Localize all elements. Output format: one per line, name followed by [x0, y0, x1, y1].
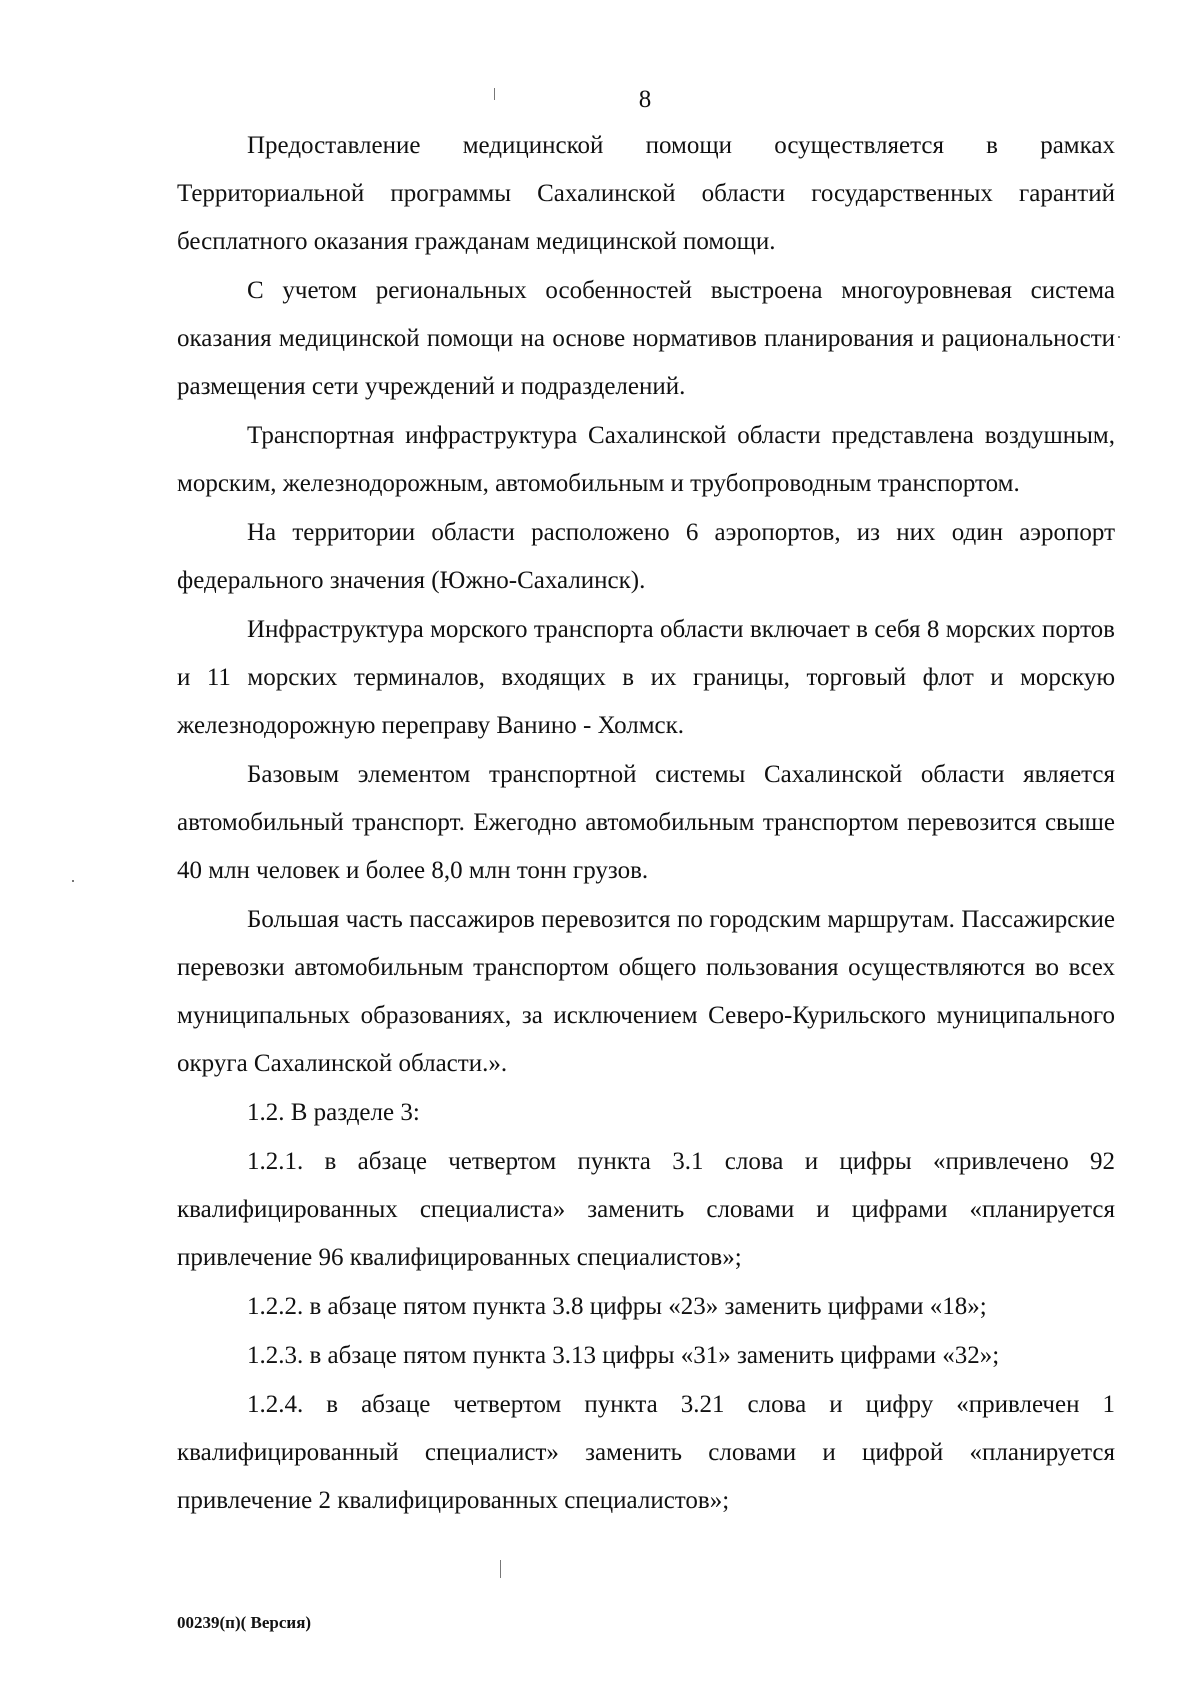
scan-speck: [72, 880, 74, 882]
document-body: [177, 122, 1115, 1526]
scan-speck: [494, 88, 495, 100]
page-number: 8: [638, 86, 652, 113]
scan-speck: [1118, 336, 1120, 338]
paragraph-transport-infrastructure: Транспортная инфраструктура Сахалинской области представлена воздушным, морским, железнодорожным, автомобильным и трубопроводным транспортом.: [177, 422, 1115, 497]
paragraph-airports: На территории области расположено 6 аэропортов, из них один аэропорт федерального значения (Южно-Сахалинск).: [177, 519, 1115, 594]
paragraph-sea-transport: Инфраструктура морского транспорта области включает в себя 8 морских портов и 11 морских терминалов, входящих в их границы, торговый флот и морскую железнодорожную переправу Ванино - Холмск.: [177, 616, 1115, 739]
paragraph-passengers: Большая часть пассажиров перевозится по городским маршрутам. Пассажирские перевозки автомобильным транспортом общего пользования осуществляются во всех муниципальных образованиях, за исключением Северо-Курильского муниципального округа Сахалинской области.».: [177, 906, 1115, 1077]
paragraph-road-transport: Базовым элементом транспортной системы Сахалинской области является автомобильный транспорт. Ежегодно автомобильным транспортом перевозится свыше 40 млн человек и более 8,0 млн тонн грузов.: [177, 761, 1115, 884]
paragraph-item-1-2-4: 1.2.4. в абзаце четвертом пункта 3.21 слова и цифру «привлечен 1 квалифицированный специалист» заменить словами и цифрой «планируется привлечение 2 квалифицированных специалистов»;: [177, 1391, 1115, 1514]
paragraph-multilevel-system: С учетом региональных особенностей выстроена многоуровневая система оказания медицинской помощи на основе нормативов планирования и рациональности размещения сети учреждений и подразделений.: [177, 277, 1115, 400]
paragraph-item-1-2-1: 1.2.1. в абзаце четвертом пункта 3.1 слова и цифры «привлечено 92 квалифицированных специалиста» заменить словами и цифрами «планируется привлечение 96 квалифицированных специалистов»;: [177, 1148, 1115, 1271]
paragraph-item-1-2-3: 1.2.3. в абзаце пятом пункта 3.13 цифры «31» заменить цифрами «32»;: [247, 1342, 1000, 1369]
paragraph-medical-care: Предоставление медицинской помощи осуществляется в рамках Территориальной программы Сахалинской области государственных гарантий бесплатного оказания гражданам медицинской помощи.: [177, 132, 1115, 255]
footer-document-code: 00239(п)( Версия): [177, 1613, 312, 1632]
scan-speck: [500, 1560, 501, 1578]
paragraph-section-3: 1.2. В разделе 3:: [247, 1099, 420, 1126]
paragraph-item-1-2-2: 1.2.2. в абзаце пятом пункта 3.8 цифры «23» заменить цифрами «18»;: [247, 1293, 987, 1320]
